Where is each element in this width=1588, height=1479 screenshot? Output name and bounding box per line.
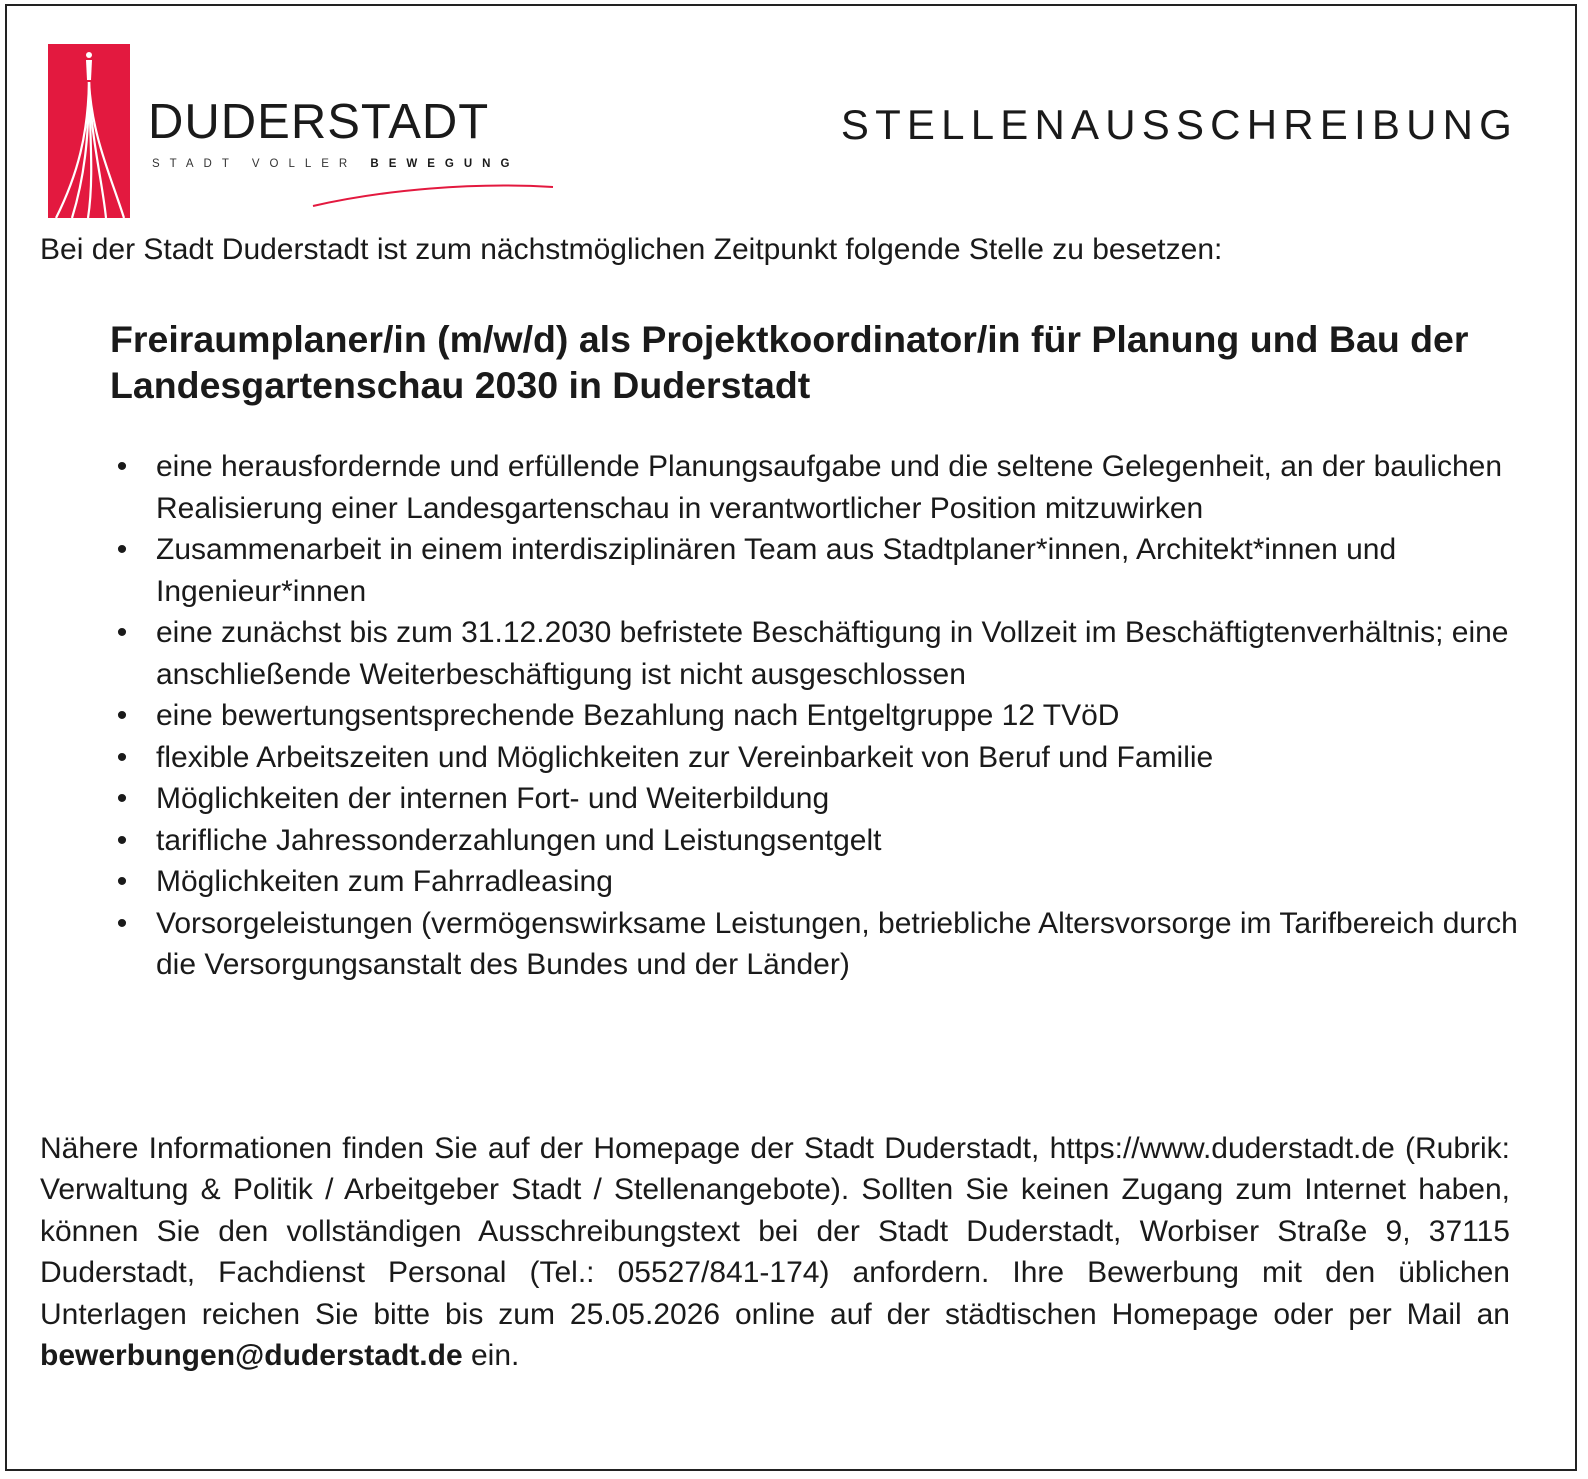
- duderstadt-logo: [48, 44, 568, 224]
- list-item-text: Möglichkeiten zum Fahrradleasing: [156, 865, 613, 898]
- email-link[interactable]: bewerbungen@duderstadt.de: [40, 1339, 463, 1373]
- list-item-text: eine bewertungsentsprechende Bezahlung nach Entgeltgruppe 12 TVöD: [156, 699, 1120, 732]
- bullet-icon: •: [116, 865, 128, 898]
- page-title: STELLENAUSSCHREIBUNG: [840, 101, 1518, 148]
- list-item: [112, 903, 1532, 986]
- bullet-icon: •: [116, 740, 128, 774]
- bullet-icon: •: [116, 823, 128, 857]
- list-item-text: Vorsorgeleistungen (vermögenswirksame Leistungen, betriebliche Altersvorsorge im Tarifbereich durch die Versorgungsanstalt des Bundes und der Länder): [156, 906, 1518, 981]
- list-item-text: eine zunächst bis zum 31.12.2030 befristete Beschäftigung in Vollzeit im Beschäftigtenverhältnis; eine anschließende Weiterbeschäftigung ist nicht ausgeschlossen: [156, 616, 1509, 691]
- list-item: [112, 737, 1532, 779]
- logo-wordmark: DUDERSTADT: [148, 95, 490, 149]
- contact-closing: ein.: [470, 1339, 520, 1373]
- list-item-text: Zusammenarbeit in einem interdisziplinären Team aus Stadtplaner*innen, Architekt*innen und Ingenieur*innen: [156, 533, 1397, 608]
- contact-paragraph: [40, 1128, 1510, 1376]
- list-item: [112, 861, 1532, 903]
- bullet-icon: •: [116, 699, 128, 732]
- bullet-icon: •: [116, 616, 128, 649]
- list-item: [112, 446, 1532, 529]
- bullet-icon: •: [116, 450, 128, 483]
- intro-text: Bei der Stadt Duderstadt ist zum nächstmöglichen Zeitpunkt folgende Stelle zu besetzen:: [40, 233, 1223, 266]
- list-item: [112, 820, 1532, 862]
- list-item: [112, 778, 1532, 820]
- bullet-icon: •: [116, 906, 128, 940]
- logo-tagline-part1: STADT VOLLER: [152, 158, 358, 170]
- church-tower-logo-icon: [48, 44, 130, 218]
- job-title: Freiraumplaner/in (m/w/d) als Projektkoordinator/in für Planung und Bau der Landesgartenschau 2030 in Duderstadt: [110, 318, 1469, 406]
- list-item: [112, 612, 1532, 695]
- list-item: [112, 529, 1532, 612]
- list-item-text: eine herausfordernde und erfüllende Planungsaufgabe und die seltene Gelegenheit, an der baulichen Realisierung einer Landesgartenschau in verantwortlicher Position mitzuwirken: [156, 450, 1503, 525]
- bullet-icon: •: [116, 782, 128, 815]
- list-item-text: flexible Arbeitszeiten und Möglichkeiten zur Vereinbarkeit von Beruf und Familie: [156, 740, 1214, 774]
- logo-tagline-part2: BEWEGUNG: [370, 158, 520, 170]
- logo-tagline: [152, 159, 519, 171]
- list-item-text: tarifliche Jahressonderzahlungen und Leistungsentgelt: [156, 823, 882, 857]
- list-item: [112, 695, 1532, 737]
- list-item-text: Möglichkeiten der internen Fort- und Weiterbildung: [156, 782, 830, 815]
- benefits-list: [112, 446, 1532, 986]
- swoosh-icon: [303, 172, 563, 212]
- contact-text: Nähere Informationen finden Sie auf der Homepage der Stadt Duderstadt, https://www.duderstadt.de (Rubrik: Verwaltung & Politik / Arbeitgeber Stadt / Stellenangebote). Sollten Sie keinen Zugang zum Internet haben, können Sie den vollständigen Ausschreibungstext bei der Stadt Duderstadt, Worbiser Straße 9, 37115 Duderstadt, Fachdienst Personal (Tel.: 05527/841-174) anfordern. Ihre Bewerbung mit den üblichen Unterlagen reichen Sie bitte bis zum 25.05.2026 online auf der städtischen Homepage oder per Mail an: [40, 1132, 1510, 1331]
- bullet-icon: •: [116, 533, 128, 566]
